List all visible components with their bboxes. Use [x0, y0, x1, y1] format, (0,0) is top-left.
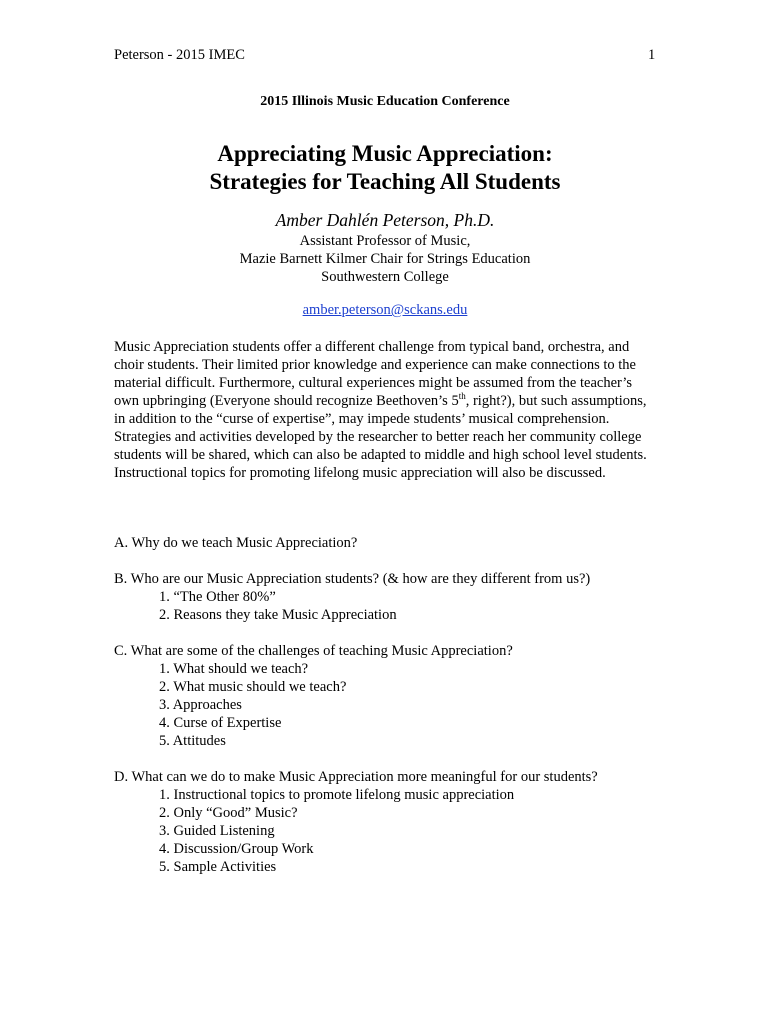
section-heading: D. What can we do to make Music Appreciation more meaningful for our students? — [114, 769, 598, 785]
author-email — [0, 302, 770, 319]
title-line-2: Strategies for Teaching All Students — [209, 169, 561, 194]
list-item: 1. Instructional topics to promote lifelong music appreciation — [159, 787, 515, 803]
abstract-text-1: Music Appreciation students offer a different challenge from typical band, orchestra, and choir students. Their limited prior knowledge and experience can make connections to the material difficult. Furthermore, cultural experiences might be assumed from the teacher’s own upbringing (Everyone should recognize Beethoven’s 5 — [114, 339, 636, 409]
author-institution: Southwestern College — [321, 269, 449, 285]
section-heading: B. Who are our Music Appreciation students? (& how are they different from us?) — [114, 571, 591, 587]
outline-section-a — [114, 534, 674, 552]
list-item: 1. What should we teach? — [159, 661, 309, 677]
page-number: 1 — [648, 47, 656, 63]
section-items — [114, 786, 674, 876]
list-item: 2. Reasons they take Music Appreciation — [159, 607, 397, 623]
list-item: 3. Approaches — [159, 697, 242, 713]
title-line-1: Appreciating Music Appreciation: — [217, 141, 553, 166]
running-header: Peterson - 2015 IMEC — [114, 47, 245, 63]
author-affiliation — [0, 232, 770, 286]
outline — [114, 534, 674, 894]
list-item: 3. Guided Listening — [159, 823, 275, 839]
section-heading: A. Why do we teach Music Appreciation? — [114, 535, 358, 551]
section-heading: C. What are some of the challenges of teaching Music Appreciation? — [114, 643, 513, 659]
list-item: 4. Curse of Expertise — [159, 715, 282, 731]
abstract-text-2: , right?), but such assumptions, in addition to the “curse of expertise”, may impede students’ musical comprehension. Strategies and activities developed by the researcher to better reach her community college students will be shared, which can also be adapted to middle and high school level students. Instructional topics for promoting lifelong music appreciation will also be discussed. — [114, 393, 647, 481]
document-title — [0, 140, 770, 196]
outline-section-b — [114, 570, 674, 624]
author-name: Amber Dahlén Peterson, Ph.D. — [275, 210, 495, 230]
list-item: 2. What music should we teach? — [159, 679, 347, 695]
list-item: 4. Discussion/Group Work — [159, 841, 314, 857]
abstract-paragraph — [114, 338, 659, 482]
list-item: 5. Sample Activities — [159, 859, 277, 875]
list-item: 5. Attitudes — [159, 733, 226, 749]
section-items — [114, 660, 674, 750]
conference-title: 2015 Illinois Music Education Conference — [260, 94, 510, 109]
author-position: Assistant Professor of Music, — [299, 233, 471, 249]
outline-section-c — [114, 642, 674, 750]
author-chair: Mazie Barnett Kilmer Chair for Strings Education — [239, 251, 531, 267]
list-item: 2. Only “Good” Music? — [159, 805, 298, 821]
list-item: 1. “The Other 80%” — [159, 589, 276, 605]
email-link[interactable]: amber.peterson@sckans.edu — [302, 302, 468, 318]
outline-section-d — [114, 768, 674, 876]
abstract-superscript: th — [458, 391, 466, 402]
section-items — [114, 588, 674, 624]
